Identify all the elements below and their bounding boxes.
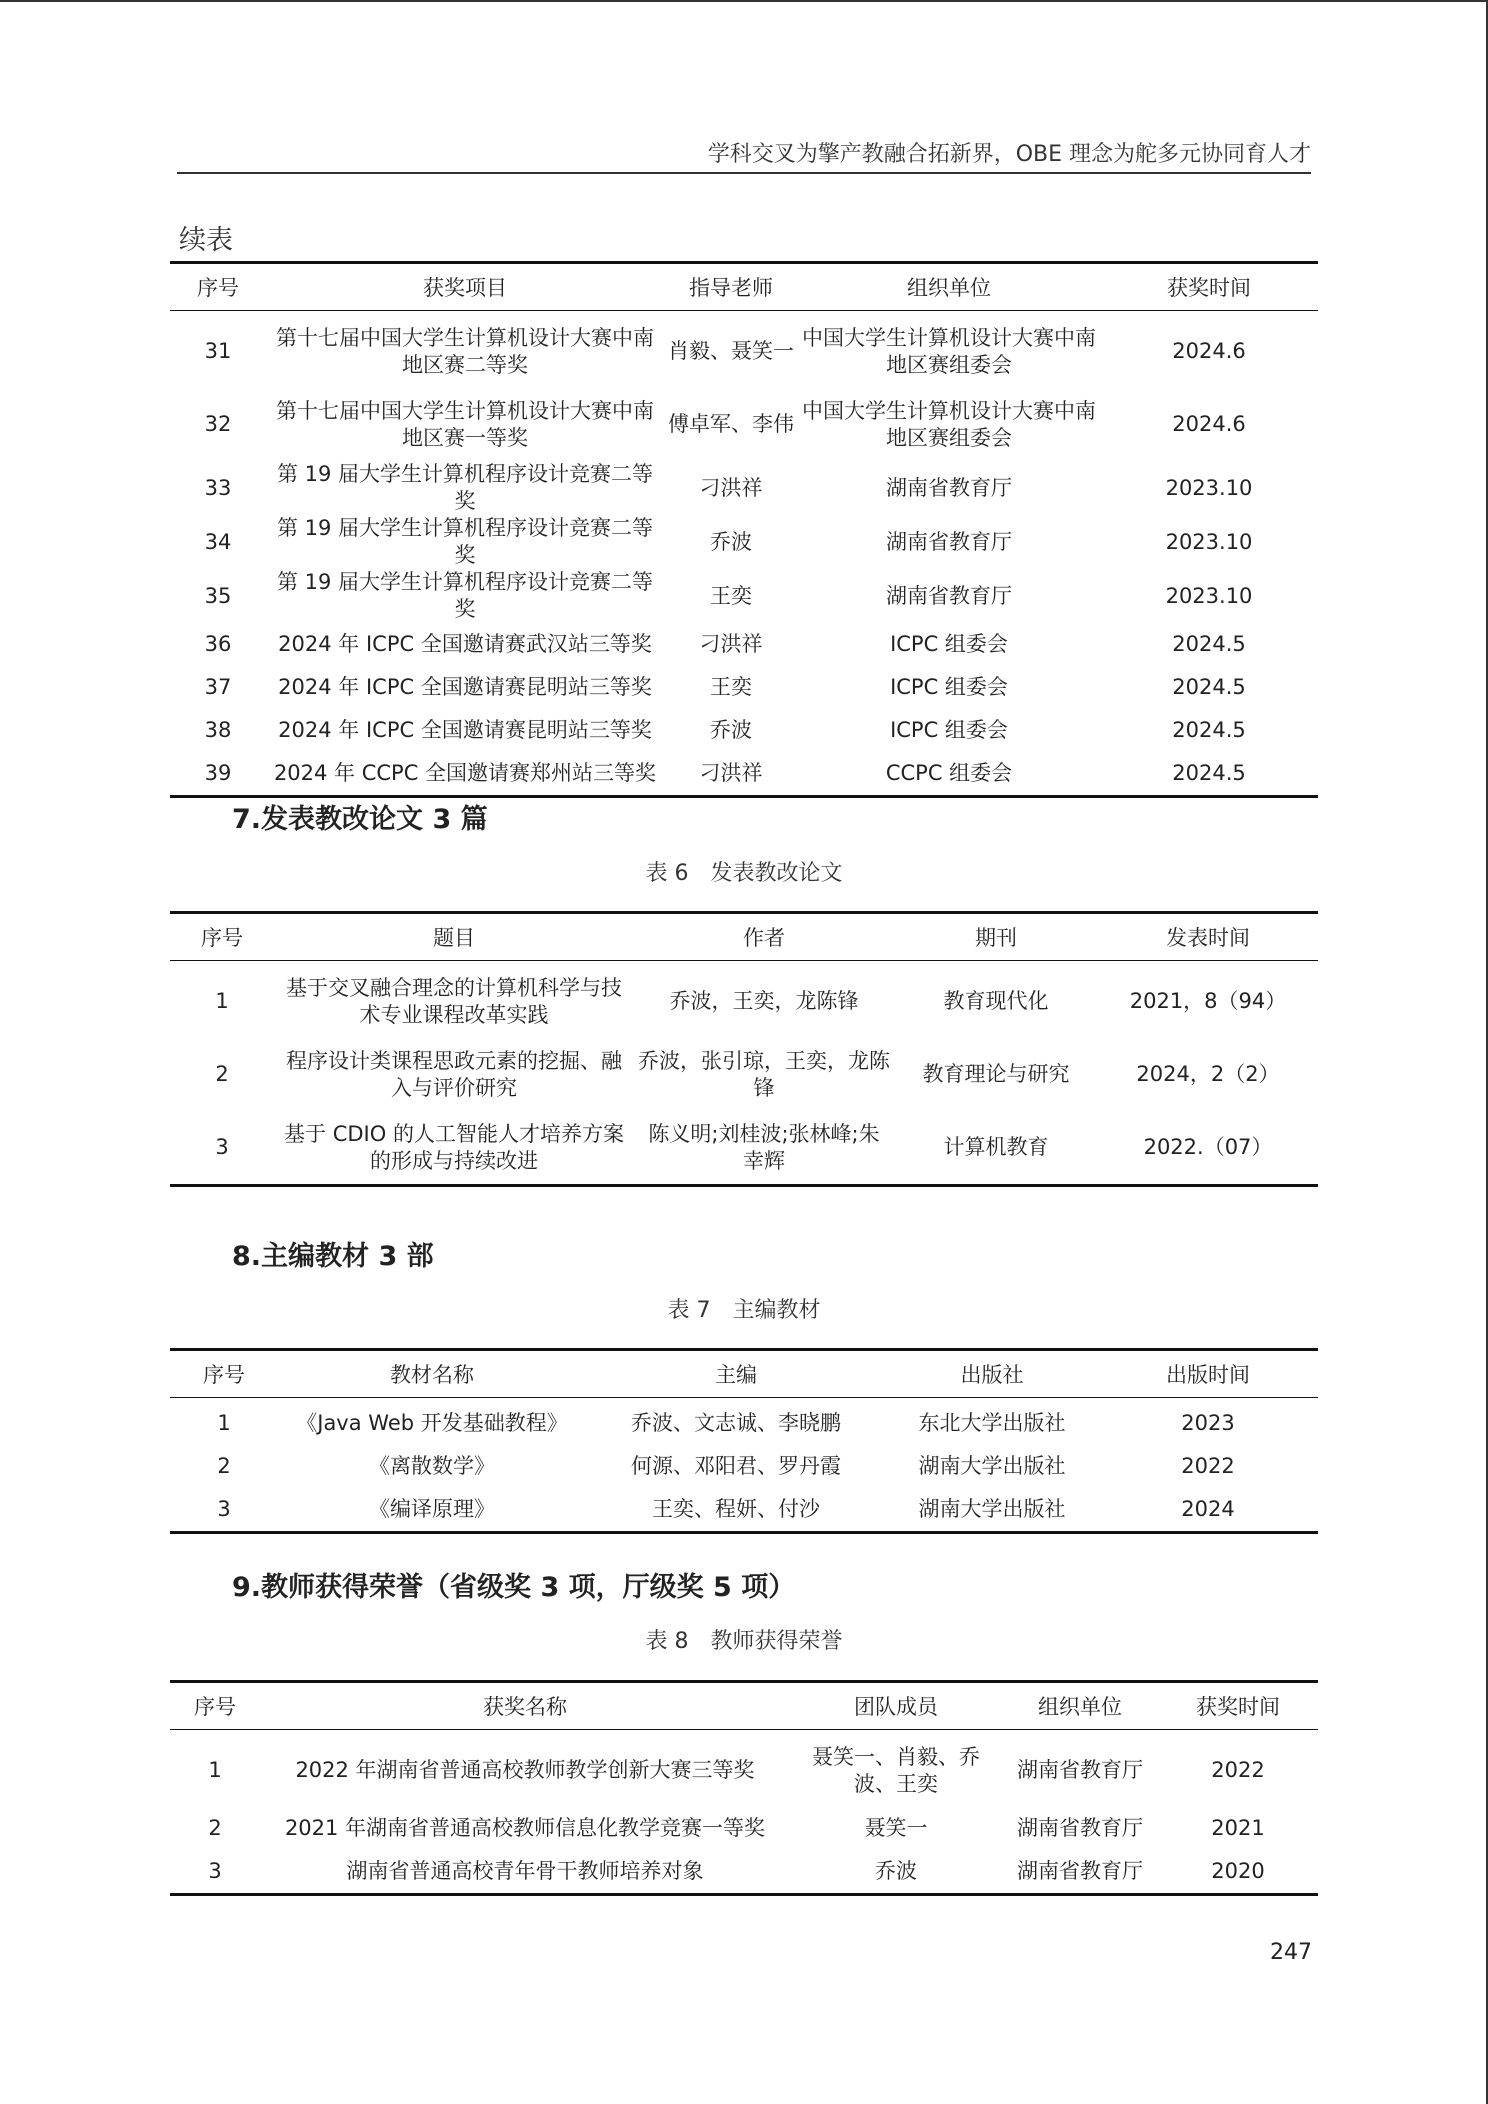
table-cell: 程序设计类课程思政元素的挖掘、融入与评价研究	[286, 1048, 622, 1100]
table-cell: 2024 年 ICPC 全国邀请赛昆明站三等奖	[278, 675, 652, 699]
table-cell: 湖南大学出版社	[918, 1497, 1066, 1521]
continued-table-label: 续表	[179, 225, 233, 256]
table-cell: ICPC 组委会	[890, 675, 1008, 699]
header-cell: 获奖时间	[1167, 276, 1251, 300]
table-cell: 第 19 届大学生计算机程序设计竞赛二等奖	[276, 570, 654, 621]
textbooks-table	[170, 1348, 1318, 1534]
table-row	[170, 709, 1318, 752]
table-cell: 聂笑一	[864, 1816, 928, 1840]
table-cell: 2022 年湖南省普通高校教师教学创新大赛三等奖	[295, 1758, 755, 1782]
header-cell: 指导老师	[689, 276, 773, 300]
table-cell: 刁洪祥	[699, 475, 763, 500]
header-cell: 序号	[201, 926, 243, 950]
header-cell: 教材名称	[390, 1363, 474, 1387]
table-cell: 东北大学出版社	[918, 1411, 1066, 1435]
table-cell: 2024.5	[1172, 632, 1246, 656]
table-cell: 2024 年 ICPC 全国邀请赛武汉站三等奖	[278, 632, 652, 656]
table-cell: 王奕、程妍、付沙	[652, 1497, 820, 1521]
table-cell: 2	[215, 1062, 229, 1086]
table-row	[170, 666, 1318, 709]
table-cell: 2023.10	[1165, 583, 1253, 608]
table-cell: 2024.5	[1172, 718, 1246, 742]
table-caption-honors: 表 8 教师获得荣誉	[645, 1629, 843, 1654]
table-cell: 2024.6	[1172, 412, 1246, 436]
table-row	[170, 623, 1318, 666]
table-cell: 39	[204, 761, 232, 785]
table-header-row	[170, 263, 1318, 311]
table-cell: 3	[215, 1135, 229, 1159]
table-cell: 《编译原理》	[369, 1497, 495, 1521]
header-cell: 发表时间	[1166, 926, 1250, 950]
table-cell: 第十七届中国大学生计算机设计大赛中南地区赛二等奖	[276, 325, 654, 377]
table-cell: ICPC 组委会	[890, 632, 1008, 656]
awards-table	[170, 261, 1318, 798]
table-cell: 《离散数学》	[369, 1454, 495, 1478]
table-cell: 2024.5	[1172, 675, 1246, 699]
table-cell: 乔波，王奕，龙陈锋	[669, 989, 859, 1013]
table-cell: 乔波、文志诚、李晓鹏	[631, 1411, 841, 1435]
table-cell: 湖南省普通高校青年骨干教师培养对象	[346, 1859, 704, 1883]
table-cell: 2024 年 ICPC 全国邀请赛昆明站三等奖	[278, 718, 652, 742]
header-cell: 题目	[433, 926, 475, 950]
section-heading-textbooks: 8.主编教材 3 部	[232, 1241, 434, 1272]
table-cell: 乔波	[710, 718, 752, 742]
table-header-row	[170, 1350, 1318, 1398]
table-cell: 教育现代化	[943, 989, 1049, 1013]
table-cell: 32	[204, 412, 232, 436]
table-cell: 2	[217, 1454, 231, 1478]
header-cell: 作者	[743, 926, 785, 950]
page-number: 247	[1270, 1940, 1312, 1965]
table-row	[170, 515, 1318, 569]
table-cell: 2023.10	[1165, 529, 1253, 554]
table-caption-papers: 表 6 发表教改论文	[645, 861, 843, 886]
table-cell: 33	[204, 475, 232, 500]
table-row	[170, 1398, 1318, 1446]
table-cell: 肖毅、聂笑一	[668, 339, 794, 363]
table-cell: 乔波	[875, 1859, 917, 1883]
table-cell: 1	[217, 1411, 231, 1435]
table-cell: 王奕	[710, 675, 752, 699]
table-row	[170, 752, 1318, 797]
header-cell: 获奖项目	[423, 276, 507, 300]
header-cell: 出版时间	[1166, 1363, 1250, 1387]
table-cell: 2021 年湖南省普通高校教师信息化教学竞赛一等奖	[284, 1816, 766, 1840]
table-cell: 中国大学生计算机设计大赛中南地区赛组委会	[802, 398, 1096, 450]
header-cell: 获奖名称	[483, 1695, 567, 1719]
table-cell: 35	[204, 583, 232, 608]
table-cell: 2022	[1181, 1454, 1235, 1478]
table-cell: 2021	[1211, 1816, 1265, 1840]
table-row	[170, 1807, 1318, 1850]
table-cell: 1	[208, 1758, 222, 1782]
table-cell: 湖南省教育厅	[886, 529, 1012, 554]
table-cell: 2023	[1181, 1411, 1235, 1435]
table-cell: 湖南省教育厅	[886, 583, 1012, 608]
table-cell: 2022.（07）	[1143, 1135, 1273, 1159]
table-cell: 湖南省教育厅	[1017, 1816, 1143, 1840]
table-cell: 王奕	[710, 583, 752, 608]
table-cell: ICPC 组委会	[890, 718, 1008, 742]
section-heading-honors: 9.教师获得荣誉（省级奖 3 项，厅级奖 5 项）	[232, 1572, 796, 1603]
table-cell: 36	[204, 632, 232, 656]
table-cell: 38	[204, 718, 232, 742]
table-row	[170, 961, 1318, 1039]
table-row	[170, 1850, 1318, 1895]
table-row	[170, 388, 1318, 461]
table-cell: 刁洪祥	[699, 632, 763, 656]
header-cell: 获奖时间	[1196, 1695, 1280, 1719]
table-row	[170, 1111, 1318, 1186]
table-cell: 第 19 届大学生计算机程序设计竞赛二等奖	[276, 462, 654, 513]
table-cell: 乔波，张引琼，王奕，龙陈锋	[638, 1048, 890, 1100]
table-cell: 乔波	[710, 529, 752, 554]
table-row	[170, 1445, 1318, 1488]
table-cell: 湖南大学出版社	[918, 1454, 1066, 1478]
table-cell: 2023.10	[1165, 475, 1253, 500]
table-cell: 湖南省教育厅	[886, 475, 1012, 500]
table-cell: 中国大学生计算机设计大赛中南地区赛组委会	[802, 325, 1096, 377]
table-row	[170, 1730, 1318, 1808]
header-cell: 序号	[197, 276, 239, 300]
page-frame-top	[0, 0, 1488, 2]
table-cell: 傅卓军、李伟	[668, 412, 794, 436]
table-cell: 2024，2（2）	[1136, 1062, 1280, 1086]
table-cell: 2024.6	[1172, 339, 1246, 363]
table-header-row	[170, 1682, 1318, 1730]
table-cell: 陈义明;刘桂波;张林峰;朱幸辉	[648, 1121, 880, 1173]
header-cell: 组织单位	[1038, 1695, 1122, 1719]
table-cell: 1	[215, 989, 229, 1013]
table-cell: 2022	[1211, 1758, 1265, 1782]
table-cell: CCPC 组委会	[885, 761, 1013, 785]
table-cell: 2024.5	[1172, 761, 1246, 785]
table-cell: 基于交叉融合理念的计算机科学与技术专业课程改革实践	[286, 975, 622, 1027]
table-cell: 湖南省教育厅	[1017, 1859, 1143, 1883]
table-row	[170, 1038, 1318, 1111]
table-cell: 聂笑一、肖毅、乔波、王奕	[812, 1744, 980, 1796]
table-cell: 第十七届中国大学生计算机设计大赛中南地区赛一等奖	[276, 398, 654, 450]
table-row	[170, 311, 1318, 389]
table-cell: 31	[204, 339, 232, 363]
table-cell: 《Java Web 开发基础教程》	[296, 1411, 568, 1435]
table-cell: 刁洪祥	[699, 761, 763, 785]
section-heading-papers: 7.发表教改论文 3 篇	[232, 804, 488, 835]
table-row	[170, 569, 1318, 623]
table-cell: 2024	[1181, 1497, 1235, 1521]
header-cell: 序号	[203, 1363, 245, 1387]
table-cell: 何源、邓阳君、罗丹霞	[631, 1454, 841, 1478]
table-cell: 基于 CDIO 的人工智能人才培养方案的形成与持续改进	[284, 1121, 624, 1173]
table-cell: 2020	[1211, 1859, 1265, 1883]
running-head: 学科交叉为擎产教融合拓新界，OBE 理念为舵多元协同育人才	[707, 142, 1311, 167]
header-cell: 组织单位	[907, 276, 991, 300]
papers-table	[170, 911, 1318, 1187]
table-cell: 第 19 届大学生计算机程序设计竞赛二等奖	[276, 516, 654, 567]
table-row	[170, 461, 1318, 515]
header-cell: 序号	[194, 1695, 236, 1719]
table-cell: 教育理论与研究	[922, 1062, 1070, 1086]
honors-table	[170, 1680, 1318, 1896]
header-cell: 团队成员	[854, 1695, 938, 1719]
table-cell: 2021，8（94）	[1129, 989, 1287, 1013]
running-head-rule	[177, 172, 1311, 174]
table-cell: 37	[204, 675, 232, 699]
header-cell: 出版社	[960, 1363, 1024, 1387]
table-caption-textbooks: 表 7 主编教材	[667, 1298, 821, 1323]
header-cell: 期刊	[975, 926, 1017, 950]
table-row	[170, 1488, 1318, 1533]
table-cell: 湖南省教育厅	[1017, 1758, 1143, 1782]
table-header-row	[170, 913, 1318, 961]
table-cell: 3	[208, 1859, 222, 1883]
table-cell: 2	[208, 1816, 222, 1840]
header-cell: 主编	[715, 1363, 757, 1387]
table-cell: 2024 年 CCPC 全国邀请赛郑州站三等奖	[273, 761, 657, 785]
table-cell: 计算机教育	[943, 1135, 1049, 1159]
table-cell: 3	[217, 1497, 231, 1521]
table-cell: 34	[204, 529, 232, 554]
